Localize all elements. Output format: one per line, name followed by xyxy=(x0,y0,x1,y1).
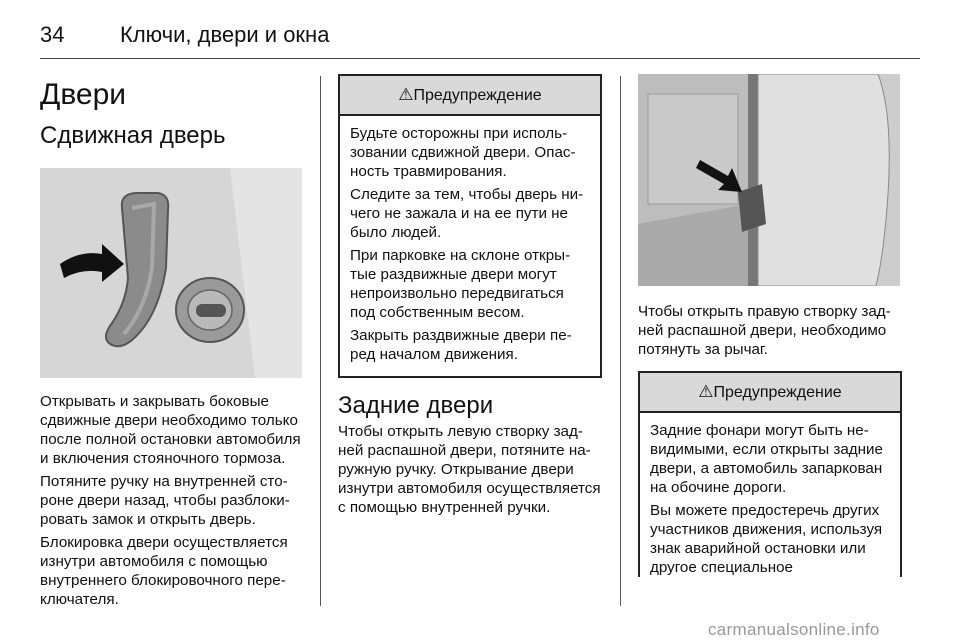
subsection-heading: Задние двери xyxy=(338,392,494,419)
warning-header xyxy=(640,373,900,413)
warning-paragraph: Следите за тем, чтобы дверь ничего не зажала и на ее пути не было людей. xyxy=(350,186,584,241)
warning-paragraph: Будьте осторожны при использовании сдвижной двери. Опасность травмирования. xyxy=(350,125,576,180)
column-2 xyxy=(338,74,602,521)
column-divider-1 xyxy=(320,76,321,606)
warning-triangle-icon: ⚠ xyxy=(698,382,714,401)
chapter-title: Ключи, двери и окна xyxy=(120,22,330,47)
section-heading: Двери xyxy=(40,78,127,111)
paragraph: Чтобы открыть правую створку задней распашной двери, необходимо потянуть за рычаг. xyxy=(638,303,891,358)
warning-triangle-icon: ⚠ xyxy=(398,85,414,104)
warning-paragraph: Задние фонари могут быть невидимыми, если открыты задние двери, а автомобиль запаркован на обочине дороги. xyxy=(650,422,883,496)
warning-paragraph: При парковке на склоне открытые раздвижные двери могут непроизвольно передвигаться под собственным весом. xyxy=(350,247,571,321)
column-divider-2 xyxy=(620,76,621,606)
rear-door-lever-photo xyxy=(638,74,900,286)
warning-header xyxy=(340,76,600,116)
warning-box xyxy=(338,74,602,378)
warning-paragraph: Закрыть раздвижные двери перед началом движения. xyxy=(350,327,572,363)
watermark: carmanualsonline.info xyxy=(708,620,880,639)
page-header xyxy=(40,14,920,50)
page-number: 34 xyxy=(40,22,65,47)
paragraph: Блокировка двери осуществляется изнутри автомобиля с помощью внутреннего блокировочного переключателя. xyxy=(40,534,288,608)
header-rule xyxy=(40,58,920,59)
paragraph: Открывать и закрывать боковые сдвижные двери необходимо только после полной остановки автомобиля и включения стояночного тормоза. xyxy=(40,393,301,467)
warning-title: Предупреждение xyxy=(713,384,842,401)
column-3 xyxy=(638,74,902,581)
warning-box xyxy=(638,371,902,577)
column-1 xyxy=(40,74,305,613)
sliding-door-handle-photo xyxy=(40,168,302,378)
warning-paragraph: Вы можете предостеречь других участников движения, используя знак аварийной остановки или другое специальное xyxy=(650,502,883,576)
subsection-heading: Сдвижная дверь xyxy=(40,122,226,149)
paragraph: Потяните ручку на внутренней стороне двери назад, чтобы разблокировать замок и открыть дверь. xyxy=(40,473,290,528)
paragraph: Чтобы открыть левую створку задней распашной двери, потяните наружную ручку. Открывание двери изнутри автомобиля осуществляется с помощью внутренней ручки. xyxy=(338,423,601,516)
warning-title: Предупреждение xyxy=(413,87,542,104)
